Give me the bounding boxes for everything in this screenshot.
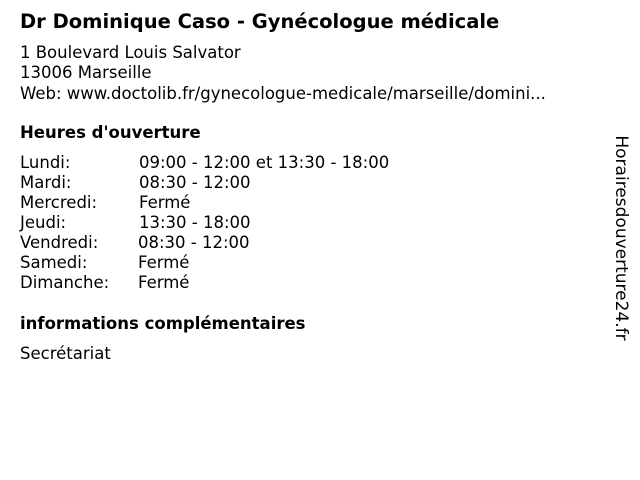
day-label: Samedi: <box>20 253 88 272</box>
hours-value: 08:30 - 12:00 <box>138 233 250 252</box>
hours-row-saturday <box>20 253 580 273</box>
website-link[interactable]: Web: www.doctolib.fr/gynecologue-medicale/marseille/domini... <box>20 84 546 103</box>
page-title: Dr Dominique Caso - Gynécologue médicale <box>20 10 500 33</box>
hours-value: Fermé <box>138 273 190 292</box>
day-label: Lundi: <box>20 153 71 172</box>
address-city: 13006 Marseille <box>20 63 152 82</box>
hours-value: 13:30 - 18:00 <box>139 213 251 232</box>
hours-row-friday <box>20 233 580 253</box>
hours-row-tuesday <box>20 173 580 193</box>
address-street: 1 Boulevard Louis Salvator <box>20 43 241 62</box>
day-label: Mardi: <box>20 173 72 192</box>
hours-value: Fermé <box>138 253 190 272</box>
additional-info-text: Secrétariat <box>20 344 111 363</box>
hours-value: 08:30 - 12:00 <box>139 173 251 192</box>
day-label: Vendredi: <box>20 233 99 252</box>
hours-row-sunday <box>20 273 580 293</box>
day-label: Dimanche: <box>20 273 110 292</box>
hours-value: 09:00 - 12:00 et 13:30 - 18:00 <box>139 153 390 172</box>
day-label: Jeudi: <box>20 213 67 232</box>
hours-row-wednesday <box>20 193 580 213</box>
opening-hours-heading: Heures d'ouverture <box>20 123 201 142</box>
site-watermark-text: Horairesdouverture24.fr <box>611 135 631 341</box>
additional-info-heading: informations complémentaires <box>20 314 306 333</box>
hours-row-thursday <box>20 213 580 233</box>
hours-row-monday <box>20 153 580 173</box>
day-label: Mercredi: <box>20 193 98 212</box>
hours-value: Fermé <box>139 193 191 212</box>
